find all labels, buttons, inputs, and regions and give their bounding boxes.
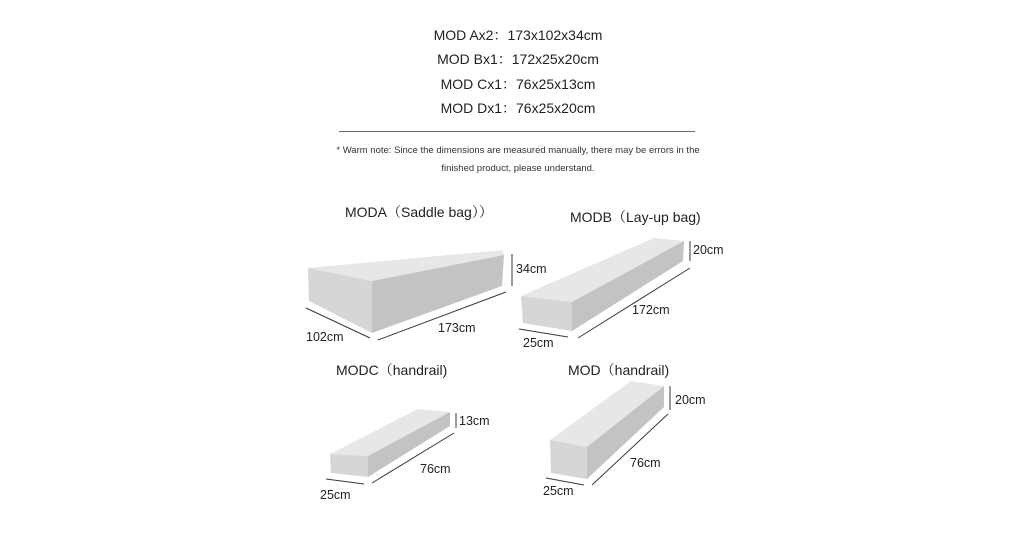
block-b-height-label: 20cm xyxy=(693,243,724,257)
block-d-width-label: 25cm xyxy=(543,484,574,498)
block-c-length-label: 76cm xyxy=(420,462,451,476)
spec-line-d: MOD Dx1：76x25x20cm xyxy=(440,100,596,116)
spec-line-a: MOD Ax2：173x102x34cm xyxy=(433,27,603,43)
block-c-front-face xyxy=(330,454,368,477)
block-a-title: MODA（Saddle bag）） xyxy=(345,204,493,220)
block-b-shape xyxy=(521,238,684,331)
block-c-height-label: 13cm xyxy=(459,414,490,428)
block-d-height-label: 20cm xyxy=(675,393,706,407)
block-a-height-label: 34cm xyxy=(516,262,547,276)
block-b-title: MODB（Lay-up bag) xyxy=(570,209,701,225)
block-c-title: MODC（handrail) xyxy=(336,362,448,378)
block-d-title: MOD（handrail) xyxy=(568,362,670,378)
spec-line-b: MOD Bx1：172x25x20cm xyxy=(437,51,599,67)
block-c-width-line xyxy=(326,479,364,484)
block-d-length-label: 76cm xyxy=(630,456,661,470)
block-b-length-label: 172cm xyxy=(632,303,670,317)
block-c-width-label: 25cm xyxy=(320,488,351,502)
block-a-length-label: 173cm xyxy=(438,321,476,335)
spec-line-c: MOD Cx1：76x25x13cm xyxy=(440,76,596,92)
warm-note-line-2: finished product, please understand. xyxy=(441,163,595,174)
warm-note-line-1: * Warm note: Since the dimensions are measured manually, there may be errors in the xyxy=(336,145,700,156)
block-b-front-face xyxy=(521,296,572,331)
block-a-width-label: 102cm xyxy=(306,330,344,344)
block-b-width-label: 25cm xyxy=(523,336,554,350)
